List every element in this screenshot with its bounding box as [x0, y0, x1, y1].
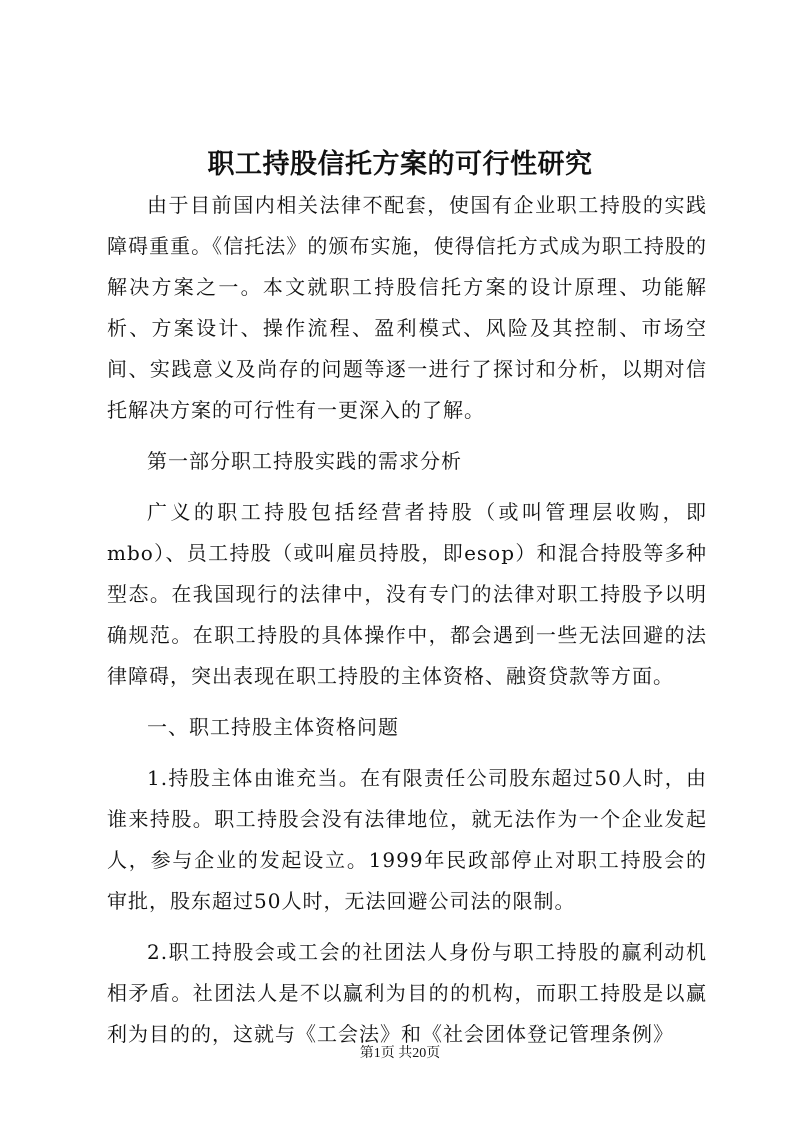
- subsection-heading: 一、职工持股主体资格问题: [147, 715, 399, 739]
- page-footer: 第1页 共20页: [359, 1046, 441, 1061]
- paragraph-item-1: 1.持股主体由谁充当。在有限责任公司股东超过50人时，由谁来持股。职工持股会没有法律地位，就无法作为一个企业发起人，参与企业的发起设立。1999年民政部停止对职工持股会的审批，股东超过50人时，无法回避公司法的限制。: [107, 766, 707, 913]
- paragraph-definition: 广义的职工持股包括经营者持股（或叫管理层收购，即mbo）、员工持股（或叫雇员持股，即esop）和混合持股等多种型态。在我国现行的法律中，没有专门的法律对职工持股予以明确规范。在职工持股的具体操作中，都会遇到一些无法回避的法律障碍，突出表现在职工持股的主体资格、融资贷款等方面。: [107, 500, 707, 688]
- paragraph-item-2: 2.职工持股会或工会的社团法人身份与职工持股的赢利动机相矛盾。社团法人是不以赢利为目的的机构，而职工持股是以赢利为目的的，这就与《工会法》和《社会团体登记管理条例》: [107, 940, 707, 1046]
- document-body: [107, 185, 707, 1065]
- page-title: 职工持股信托方案的可行性研究: [207, 149, 593, 180]
- section-heading-part-one: 第一部分职工持股实践的需求分析: [147, 449, 462, 473]
- paragraph-abstract: 由于目前国内相关法律不配套，使国有企业职工持股的实践障碍重重。《信托法》的颁布实施，使得信托方式成为职工持股的解决方案之一。本文就职工持股信托方案的设计原理、功能解析、方案设计、操作流程、盈利模式、风险及其控制、市场空间、实践意义及尚存的问题等逐一进行了探讨和分析，以期对信托解决方案的可行性有一更深入的了解。: [107, 193, 707, 422]
